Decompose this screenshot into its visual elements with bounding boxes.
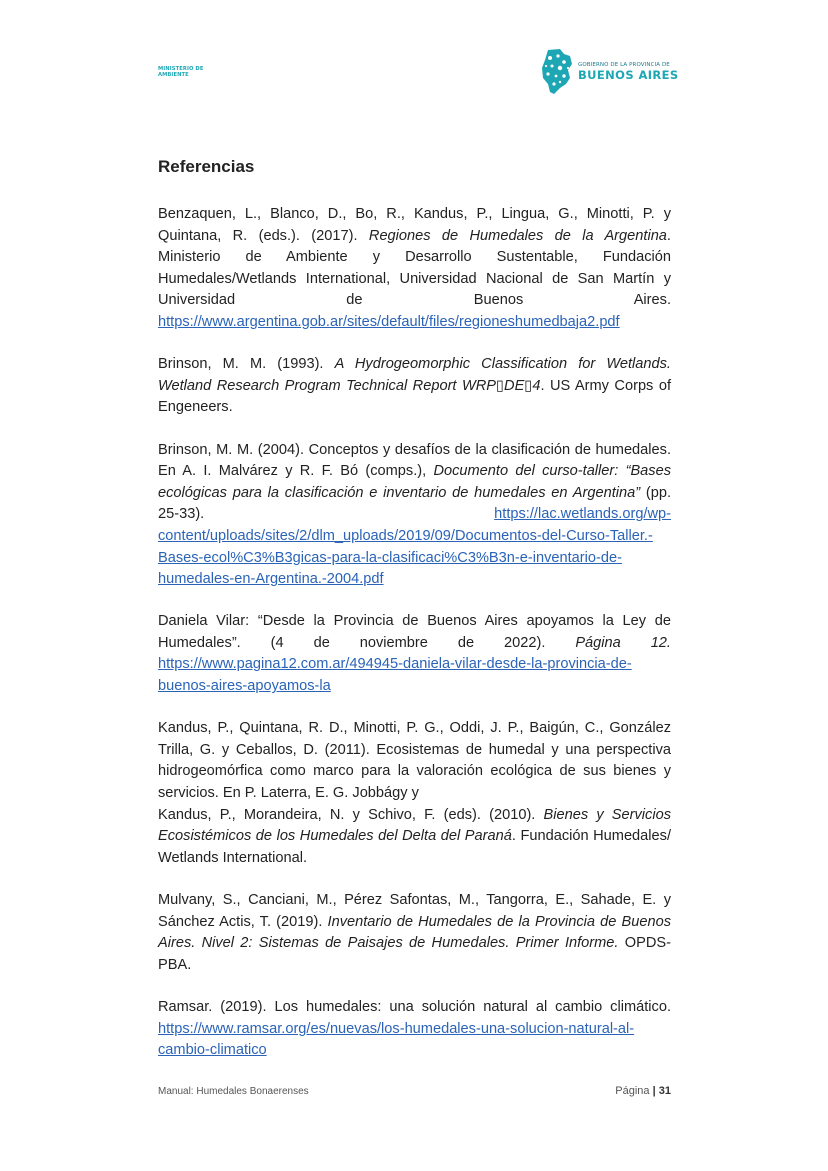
reference-text: . Fundación Humedales/ Wetlands International.: [158, 828, 672, 866]
reference-text: Brinson, M. M. (2004). Conceptos y desafíos de la clasificación de humedales. En A. I. Malvárez y R. F. Bó (comps.),: [158, 441, 671, 480]
page-separator: |: [652, 1085, 656, 1097]
reference-title: Inventario de Humedales de la Provincia de Buenos Aires. Nivel 2: Sistemas de Paisajes de Humedales. Primer Informe.: [158, 913, 671, 952]
reference-item: [158, 440, 671, 591]
reference-item: [158, 204, 671, 334]
ministerio-ambiente-logo: [158, 66, 208, 78]
page-label: Página: [615, 1085, 650, 1097]
reference-link[interactable]: https://lac.wetlands.org/wp-content/uploads/sites/2/dlm_uploads/2019/09/Documentos-del-Curso-Taller.-Bases-ecol%C3%B3gicas-para-la-clasificaci%C3%B3n-e-inventario-de-humedales-en-Argentina.-2004.pdf: [158, 506, 671, 588]
reference-text: Kandus, P., Morandeira, N. y Schivo, F. (eds). (2010).: [158, 806, 544, 823]
reference-text: Mulvany, S., Canciani, M., Pérez Safontas, M., Tangorra, E., Sahade, E. y Sánchez Actis, T. (2019).: [158, 892, 671, 930]
reference-link[interactable]: https://www.argentina.gob.ar/sites/default/files/regioneshumedbaja2.pdf: [158, 313, 620, 330]
footer-document-title: Manual: Humedales Bonaerenses: [158, 1086, 309, 1097]
province-map-icon: [540, 48, 574, 96]
page-number: 31: [658, 1085, 671, 1097]
reference-text: . US Army Corps of Engeneers.: [158, 377, 671, 416]
ministerio-logo-line1: MINISTERIO DE: [158, 66, 204, 72]
reference-item: [158, 890, 671, 976]
page-title: Referencias: [158, 157, 255, 176]
reference-text: Daniela Vilar: “Desde la Provincia de Buenos Aires apoyamos la Ley de Humedales”. (4 de noviembre de 2022).: [158, 613, 671, 651]
footer-page-number: [615, 1085, 671, 1097]
reference-title: Bienes y Servicios Ecosistémicos de los Humedales del Delta del Paraná: [158, 806, 671, 845]
reference-text: Brinson, M. M. (1993).: [158, 356, 335, 373]
reference-text: Kandus, P., Quintana, R. D., Minotti, P. G., Oddi, J. P., Baigún, C., González Trilla, G. y Ceballos, D. (2011). Ecosistemas de humedal y una perspectiva hidrogeomórfica como marco para la valoración ecológica de sus bienes y servicios. En P. Laterra, E. G. Jobbágy y: [158, 720, 671, 802]
reference-text: Ramsar. (2019). Los humedales: una solución natural al cambio climático.: [158, 998, 671, 1015]
reference-title: A Hydrogeomorphic Classification for Wetlands. Wetland Research Program Technical Report WRP▯DE▯4: [158, 356, 671, 394]
gba-logo-line2: BUENOS AIRES: [578, 68, 679, 82]
reference-title: Regiones de Humedales de la Argentina: [368, 227, 667, 244]
reference-text: Benzaquen, L., Blanco, D., Bo, R., Kandus, P., Lingua, G., Minotti, P. y Quintana, R. (eds.). (2017).: [158, 206, 671, 244]
gba-logo: [540, 48, 680, 98]
reference-item: [158, 718, 671, 869]
reference-item: [158, 997, 671, 1062]
reference-link[interactable]: https://www.ramsar.org/es/nuevas/los-humedales-una-solucion-natural-al-cambio-climatico: [158, 1020, 635, 1059]
page-content: [158, 156, 671, 1082]
reference-title: Documento del curso-taller: “Bases ecológicas para la clasificación e inventario de humedales en Argentina”: [158, 463, 672, 501]
gba-logo-line1: GOBIERNO DE LA PROVINCIA DE: [578, 62, 670, 68]
reference-text: (pp. 25-33).: [158, 484, 672, 523]
reference-text: OPDS-PBA.: [158, 935, 671, 973]
reference-title: Página 12.: [575, 634, 671, 651]
page-header: [0, 0, 828, 110]
reference-text: . Ministerio de Ambiente y Desarrollo Sustentable, Fundación Humedales/Wetlands International, Universidad Nacional de San Martín y Universidad de Buenos Aires.: [158, 227, 671, 309]
reference-link[interactable]: https://www.pagina12.com.ar/494945-daniela-vilar-desde-la-provincia-de-buenos-aires-apoyamos-la: [158, 656, 632, 695]
reference-list: [158, 204, 671, 1062]
reference-item: [158, 611, 671, 697]
reference-item: [158, 354, 671, 419]
ministerio-logo-line2: AMBIENTE: [158, 72, 189, 78]
